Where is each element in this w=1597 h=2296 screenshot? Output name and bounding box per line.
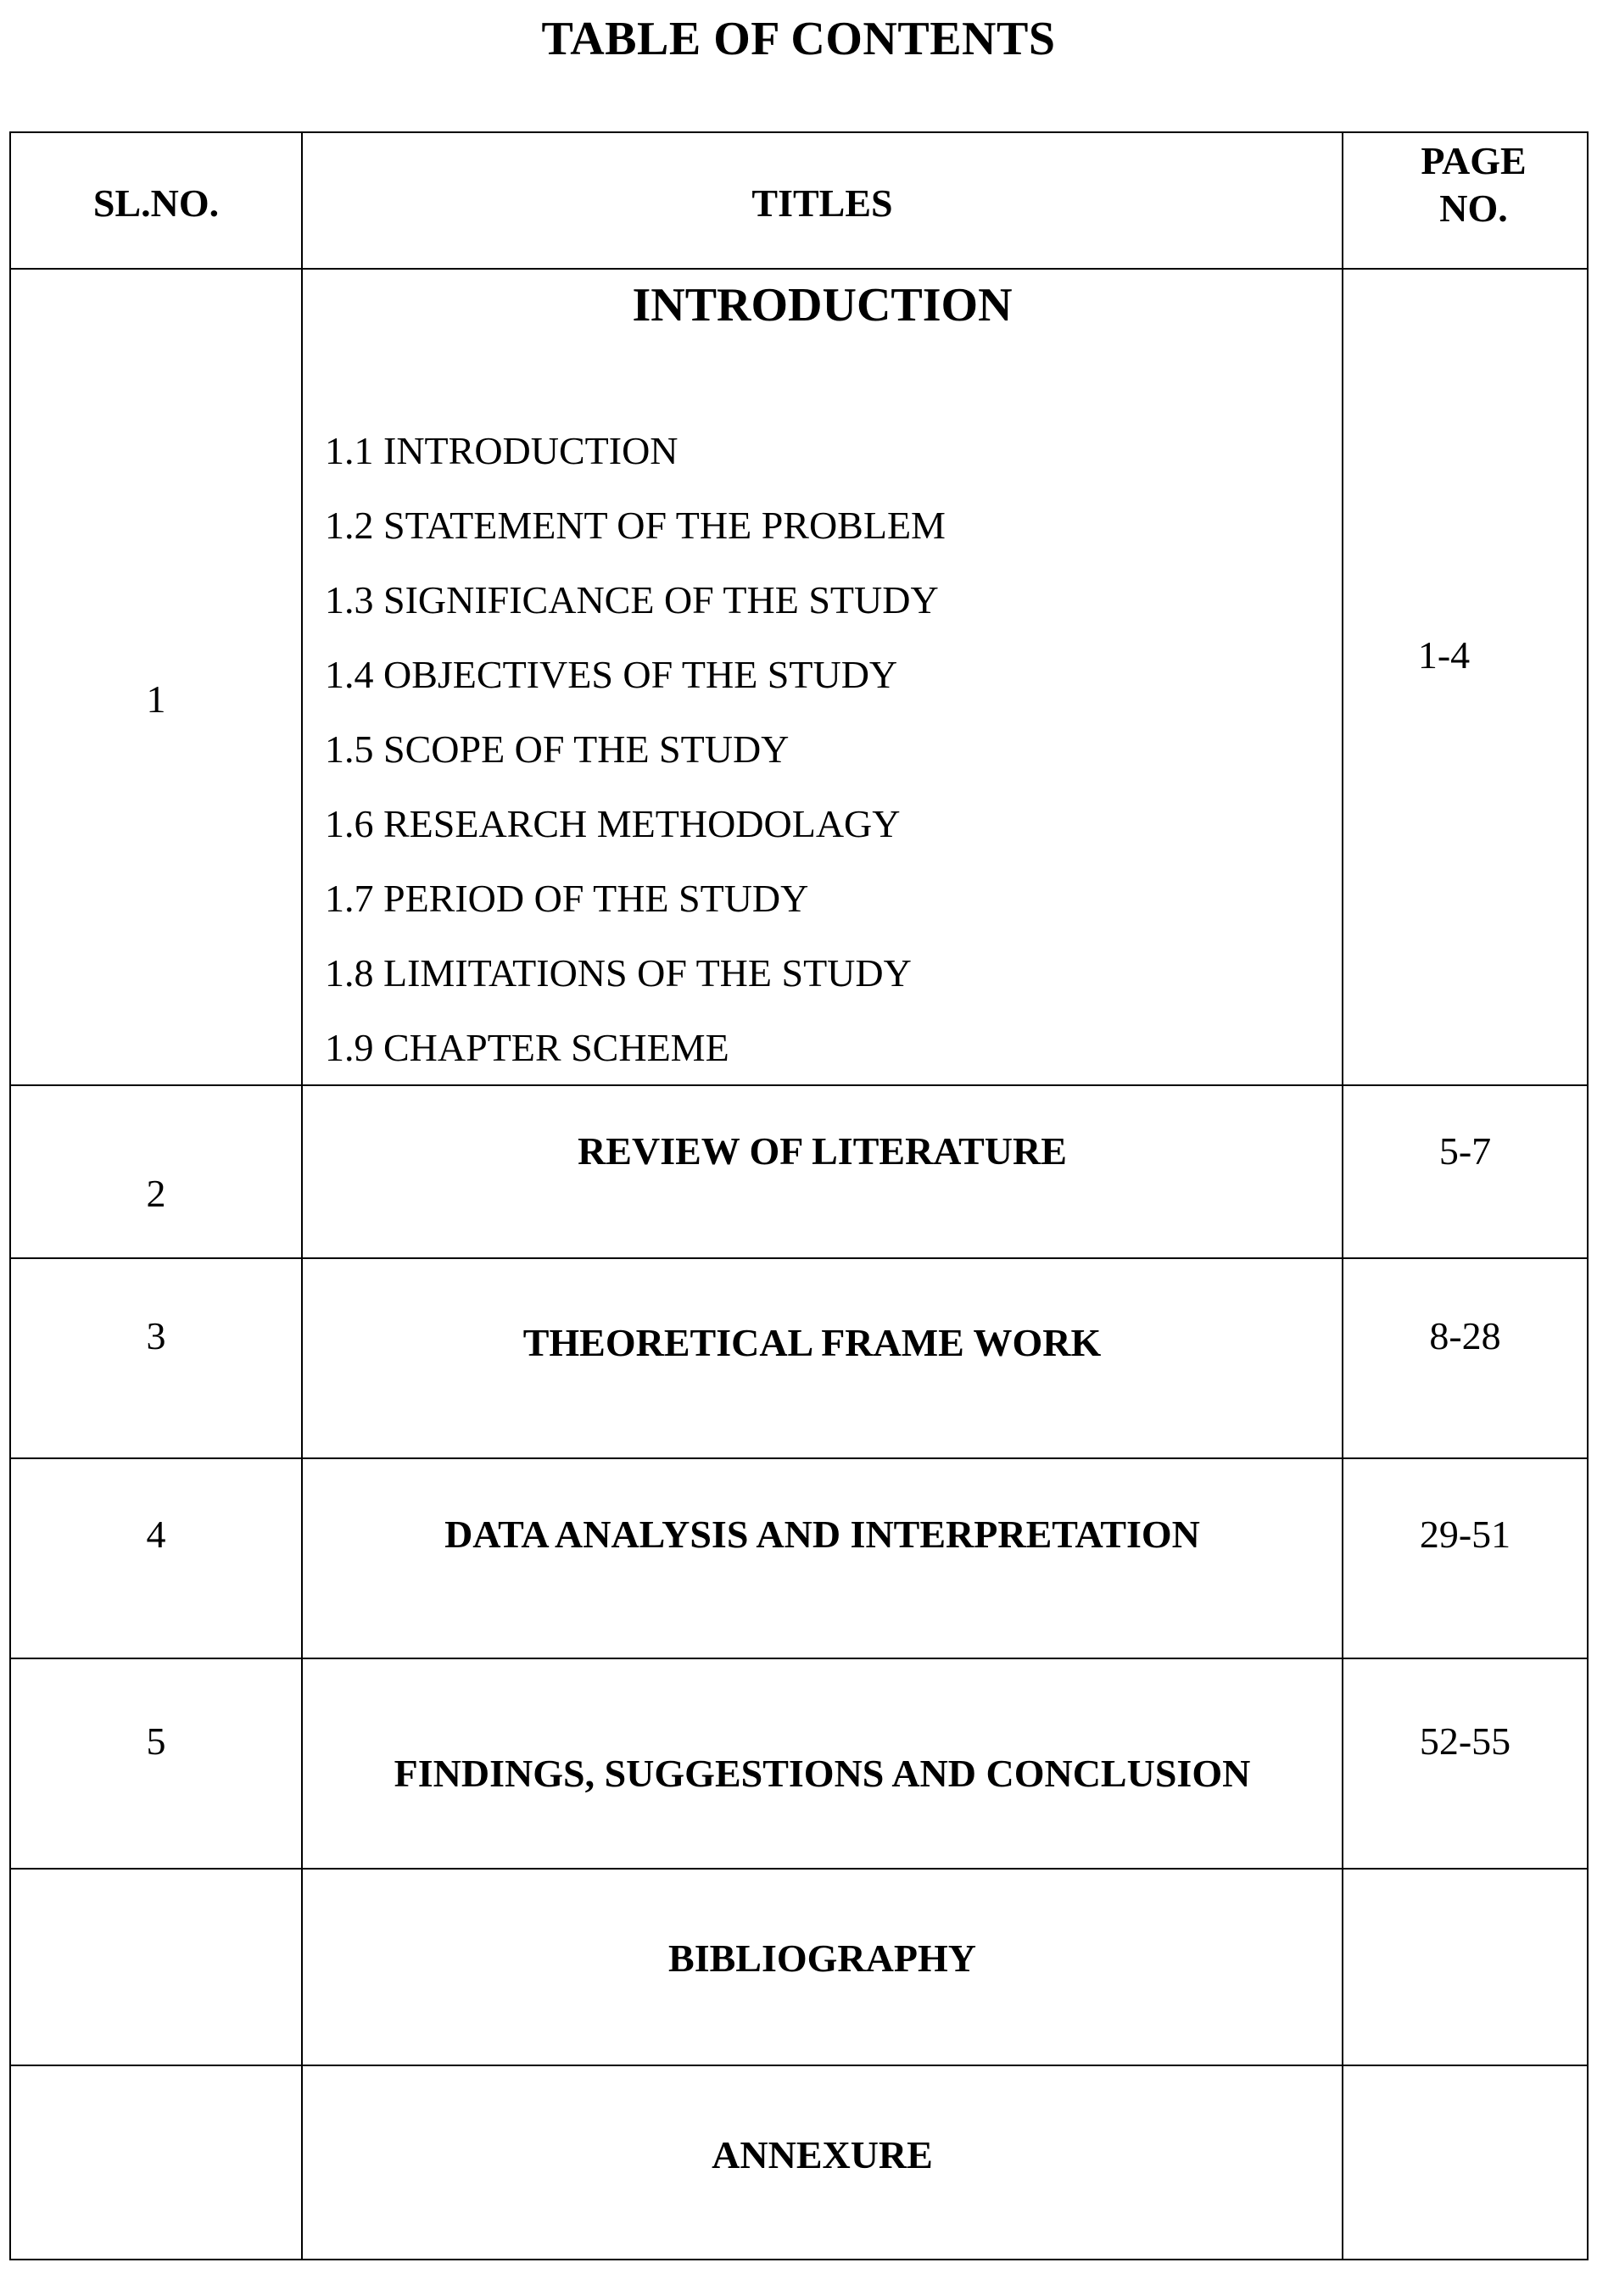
list-item: 1.1 INTRODUCTION [325, 429, 678, 472]
sl-no-cell [10, 2065, 302, 2260]
title-cell [302, 269, 1343, 1085]
page-no-cell [1343, 2065, 1588, 2260]
page-no-cell [1343, 1458, 1588, 1658]
page-no-cell [1343, 1869, 1588, 2065]
sl-no-cell [10, 269, 302, 1085]
list-item: 1.4 OBJECTIVES OF THE STUDY [325, 653, 898, 696]
list-item: 1.5 SCOPE OF THE STUDY [325, 727, 790, 771]
title-cell [302, 1458, 1343, 1658]
chapter-title: BIBLIOGRAPHY [668, 1937, 976, 1980]
header-page-no [1343, 132, 1588, 269]
page-no: 52-55 [1419, 1719, 1511, 1763]
page-no: 1-4 [1417, 633, 1471, 677]
title-cell [302, 1869, 1343, 2065]
list-item: 1.3 SIGNIFICANCE OF THE STUDY [325, 578, 939, 621]
sl-no-cell [10, 1458, 302, 1658]
table-row [10, 1258, 1588, 1458]
chapter-title: DATA ANALYSIS AND INTERPRETATION [444, 1513, 1200, 1556]
page-no: 8-28 [1429, 1314, 1501, 1357]
page-no: 5-7 [1438, 1129, 1492, 1173]
chapter-title: FINDINGS, SUGGESTIONS AND CONCLUSION [394, 1752, 1251, 1795]
sl-no: 5 [146, 1719, 166, 1763]
list-item: 1.2 STATEMENT OF THE PROBLEM [325, 504, 946, 547]
page-no-cell [1343, 1085, 1588, 1258]
list-item: 1.6 RESEARCH METHODOLAGY [325, 802, 901, 845]
chapter-title: REVIEW OF LITERATURE [578, 1129, 1067, 1173]
list-item: 1.9 CHAPTER SCHEME [325, 1026, 729, 1069]
title-cell [302, 1658, 1343, 1869]
table-row [10, 269, 1588, 1085]
page-no-cell [1343, 1258, 1588, 1458]
chapter-title: THEORETICAL FRAME WORK [522, 1321, 1102, 1364]
list-item: 1.7 PERIOD OF THE STUDY [325, 877, 809, 920]
title-cell [302, 1258, 1343, 1458]
chapter-title: ANNEXURE [712, 2133, 933, 2176]
header-page-no-line1: PAGE [1421, 139, 1527, 182]
page-no-cell [1343, 269, 1588, 1085]
title-cell [302, 1085, 1343, 1258]
sl-no: 2 [146, 1172, 166, 1215]
table-row [10, 1085, 1588, 1258]
header-sl-no-label: SL.NO. [92, 181, 220, 225]
subsection-list [325, 414, 946, 1085]
title-cell [302, 2065, 1343, 2260]
toc-table [9, 131, 1589, 2260]
table-row [10, 1869, 1588, 2065]
sl-no-cell [10, 1658, 302, 1869]
header-titles-label: TITLES [751, 181, 893, 225]
sl-no-cell [10, 1869, 302, 2065]
sl-no-cell [10, 1085, 302, 1258]
header-page-no-line2: NO. [1439, 187, 1508, 230]
sl-no: 4 [146, 1513, 166, 1556]
table-row [10, 1458, 1588, 1658]
page-no: 29-51 [1419, 1513, 1511, 1556]
sl-no: 3 [146, 1314, 166, 1357]
sl-no-cell [10, 1258, 302, 1458]
page-title: TABLE OF CONTENTS [541, 13, 1056, 65]
sl-no: 1 [146, 677, 166, 721]
header-titles [302, 132, 1343, 269]
header-sl-no [10, 132, 302, 269]
list-item: 1.8 LIMITATIONS OF THE STUDY [325, 951, 912, 995]
table-row [10, 2065, 1588, 2260]
intro-heading: INTRODUCTION [632, 279, 1013, 332]
table-row [10, 1658, 1588, 1869]
table-header-row [10, 132, 1588, 269]
page-no-cell [1343, 1658, 1588, 1869]
